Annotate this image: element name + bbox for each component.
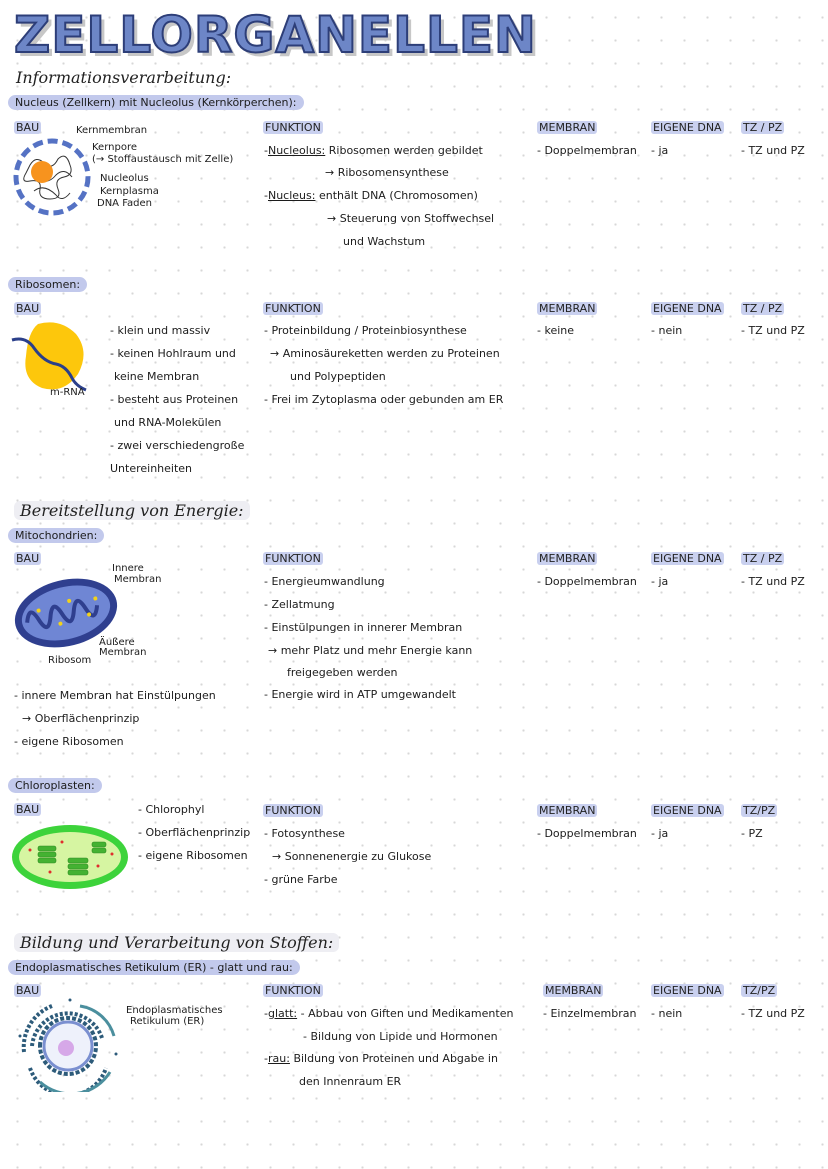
mito-funktion-2: - Zellatmung: [264, 598, 335, 611]
er-header-tz-pz: TZ/PZ: [743, 984, 776, 997]
mito-membran: - Doppelmembran: [537, 575, 637, 588]
nucleus-tzpz: - TZ und PZ: [741, 144, 805, 157]
chloro-bau-3: - eigene Ribosomen: [138, 849, 248, 862]
chloro-header-tz-pz: TZ/PZ: [743, 804, 776, 817]
nucleus-header-tz-pz: TZ / PZ: [743, 121, 783, 134]
chloro-funktion-2: → Sonnenenergie zu Glukose: [272, 850, 432, 863]
er-ring3-shape: [40, 1072, 110, 1092]
mito-bau-3: - eigene Ribosomen: [14, 735, 124, 748]
chloro-bau-1: - Chlorophyl: [138, 803, 205, 816]
chloro-dna: - ja: [651, 827, 669, 840]
nucleus-diagram: [10, 135, 100, 225]
er-title-pill: Endoplasmatisches Retikulum (ER) - glatt und rau:: [8, 960, 300, 975]
nucleus-plasma-shape: [22, 147, 82, 207]
chloro-tzpz: - PZ: [741, 827, 763, 840]
mito-funktion-4: → mehr Platz und mehr Energie kann: [268, 644, 473, 657]
chloro-header-bau: BAU: [16, 803, 40, 816]
er-header-membran: MEMBRAN: [545, 984, 602, 997]
ribosomen-title-pill: Ribosomen:: [8, 277, 87, 292]
ribosomen-funktion-2: → Aminosäureketten werden zu Proteinen: [270, 347, 500, 360]
nucleus-header-eigene-dna: EIGENE DNA: [653, 121, 722, 134]
ribosomen-bau-6: - zwei verschiedengroße: [110, 439, 245, 452]
mito-header-tz-pz: TZ / PZ: [743, 552, 783, 565]
mito-funktion-1: - Energieumwandlung: [264, 575, 385, 588]
label-membran-outer: Membran: [99, 647, 147, 658]
label-aeussere: Äußere: [99, 637, 135, 648]
nucleus-header-funktion: FUNKTION: [265, 121, 321, 134]
ribosome-shape: [25, 322, 83, 389]
nucleus-title-pill: Nucleus (Zellkern) mit Nucleolus (Kernkörperchen):: [8, 95, 304, 110]
ribosomen-header-tz-pz: TZ / PZ: [743, 302, 783, 315]
label-nucleolus: Nucleolus: [100, 173, 149, 184]
er-term-glatt: glatt:: [267, 1007, 298, 1020]
section-heading-energie: Bereitstellung von Energie:: [14, 501, 250, 520]
er-dna: - nein: [651, 1007, 683, 1020]
label-er-1: Endoplasmatisches: [126, 1005, 223, 1016]
mito-dna: - ja: [651, 575, 669, 588]
ribosomen-bau-7: Untereinheiten: [110, 462, 193, 475]
chloroplasten-title-pill: Chloroplasten:: [8, 778, 102, 793]
ribosomen-dna: - nein: [651, 324, 683, 337]
er-nucleolus-shape: [58, 1040, 74, 1056]
nucleus-membran: - Doppelmembran: [537, 144, 637, 157]
mito-header-eigene-dna: EIGENE DNA: [653, 552, 722, 565]
er-header-eigene-dna: EIGENE DNA: [653, 984, 722, 997]
mito-bau-1: - innere Membran hat Einstülpungen: [14, 689, 216, 702]
label-er-2: Retikulum (ER): [130, 1016, 205, 1027]
chloro-funktion-1: - Fotosynthese: [264, 827, 345, 840]
label-kernpore: Kernpore: [92, 142, 137, 153]
label-mrna: m-RNA: [50, 387, 85, 398]
ribosomen-funktion-4: - Frei im Zytoplasma oder gebunden am ER: [264, 393, 504, 406]
ribosomen-funktion-3: und Polypeptiden: [290, 370, 386, 383]
er-term-rau: rau:: [267, 1052, 290, 1065]
ribosomen-membran: - keine: [537, 324, 575, 337]
section-heading-stoffe: Bildung und Verarbeitung von Stoffen:: [14, 933, 339, 952]
nucleolus-shape: [31, 161, 53, 183]
ribosomen-bau-4: - besteht aus Proteinen: [110, 393, 239, 406]
nucleus-funktion-2: → Ribosomensynthese: [325, 166, 449, 179]
ribosomen-bau-5: und RNA-Molekülen: [114, 416, 222, 429]
ribosomen-bau-1: - klein und massiv: [110, 324, 211, 337]
mito-header-membran: MEMBRAN: [539, 552, 596, 565]
label-innere: Innere: [112, 563, 144, 574]
label-membran-inner: Membran: [114, 574, 162, 585]
mitochondrien-title-pill: Mitochondrien:: [8, 528, 104, 543]
ribosomen-header-bau: BAU: [16, 302, 40, 315]
chloro-header-funktion: FUNKTION: [265, 804, 321, 817]
ribosomen-header-eigene-dna: EIGENE DNA: [653, 302, 722, 315]
mito-header-bau: BAU: [16, 552, 40, 565]
chloro-header-eigene-dna: EIGENE DNA: [653, 804, 722, 817]
mito-funktion-5: freigegeben werden: [287, 666, 398, 679]
er-funktion-rau-text: Bildung von Proteinen und Abgabe in: [293, 1052, 498, 1065]
mito-tzpz: - TZ und PZ: [741, 575, 805, 588]
nucleus-term-nucleus: Nucleus:: [267, 189, 316, 202]
page-title: ZELLORGANELLEN: [14, 6, 537, 64]
er-funktion-rau: -rau: Bildung von Proteinen und Abgabe in: [264, 1052, 498, 1065]
label-stoffaustausch: (→ Stoffaustausch mit Zelle): [92, 154, 234, 165]
nucleus-term-nucleolus: Nucleolus:: [267, 144, 326, 157]
section-heading-informationsverarbeitung: Informationsverarbeitung:: [16, 68, 232, 87]
nucleus-funktion-3-text: enthält DNA (Chromosomen): [318, 189, 478, 202]
er-header-funktion: FUNKTION: [265, 984, 321, 997]
nucleus-header-membran: MEMBRAN: [539, 121, 596, 134]
chloroplast-diagram: [10, 820, 132, 892]
nucleus-funktion-5: und Wachstum: [343, 235, 426, 248]
label-dna-faden: DNA Faden: [97, 198, 152, 209]
mito-bau-2: → Oberflächenprinzip: [22, 712, 140, 725]
mito-funktion-3: - Einstülpungen in innerer Membran: [264, 621, 463, 634]
nucleus-funktion-3: -Nucleus: enthält DNA (Chromosomen): [264, 189, 478, 202]
label-kernplasma: Kernplasma: [100, 186, 159, 197]
nucleus-funktion-1: -Nucleolus: Ribosomen werden gebildet: [264, 144, 483, 157]
er-funktion-glatt: -glatt: - Abbau von Giften und Medikamenten: [264, 1007, 514, 1020]
chloro-funktion-3: - grüne Farbe: [264, 873, 338, 886]
mito-header-funktion: FUNKTION: [265, 552, 321, 565]
chloro-header-membran: MEMBRAN: [539, 804, 596, 817]
er-funktion-rau-2: den Innenraum ER: [299, 1075, 402, 1088]
nucleus-dna: - ja: [651, 144, 669, 157]
chloro-bau-2: - Oberflächenprinzip: [138, 826, 251, 839]
er-funktion-glatt-2: - Bildung von Lipide und Hormonen: [303, 1030, 498, 1043]
label-kernmembran: Kernmembran: [76, 125, 148, 136]
nucleus-header-bau: BAU: [16, 121, 40, 134]
nucleus-funktion-1-text: Ribosomen werden gebildet: [328, 144, 483, 157]
er-diagram: [10, 996, 128, 1092]
er-funktion-glatt-text: - Abbau von Giften und Medikamenten: [300, 1007, 514, 1020]
label-ribosom: Ribosom: [48, 655, 92, 666]
nucleus-funktion-4: → Steuerung von Stoffwechsel: [327, 212, 495, 225]
ribosomen-header-membran: MEMBRAN: [539, 302, 596, 315]
er-header-bau: BAU: [16, 984, 40, 997]
er-tzpz: - TZ und PZ: [741, 1007, 805, 1020]
ribosome-diagram: [10, 318, 90, 396]
mito-funktion-6: - Energie wird in ATP umgewandelt: [264, 688, 456, 701]
ribosomen-tzpz: - TZ und PZ: [741, 324, 805, 337]
ribosomen-bau-3: keine Membran: [114, 370, 200, 383]
er-membran: - Einzelmembran: [543, 1007, 637, 1020]
ribosomen-bau-2: - keinen Hohlraum und: [110, 347, 236, 360]
ribosomen-header-funktion: FUNKTION: [265, 302, 321, 315]
ribosomen-funktion-1: - Proteinbildung / Proteinbiosynthese: [264, 324, 467, 337]
chloro-membran: - Doppelmembran: [537, 827, 637, 840]
